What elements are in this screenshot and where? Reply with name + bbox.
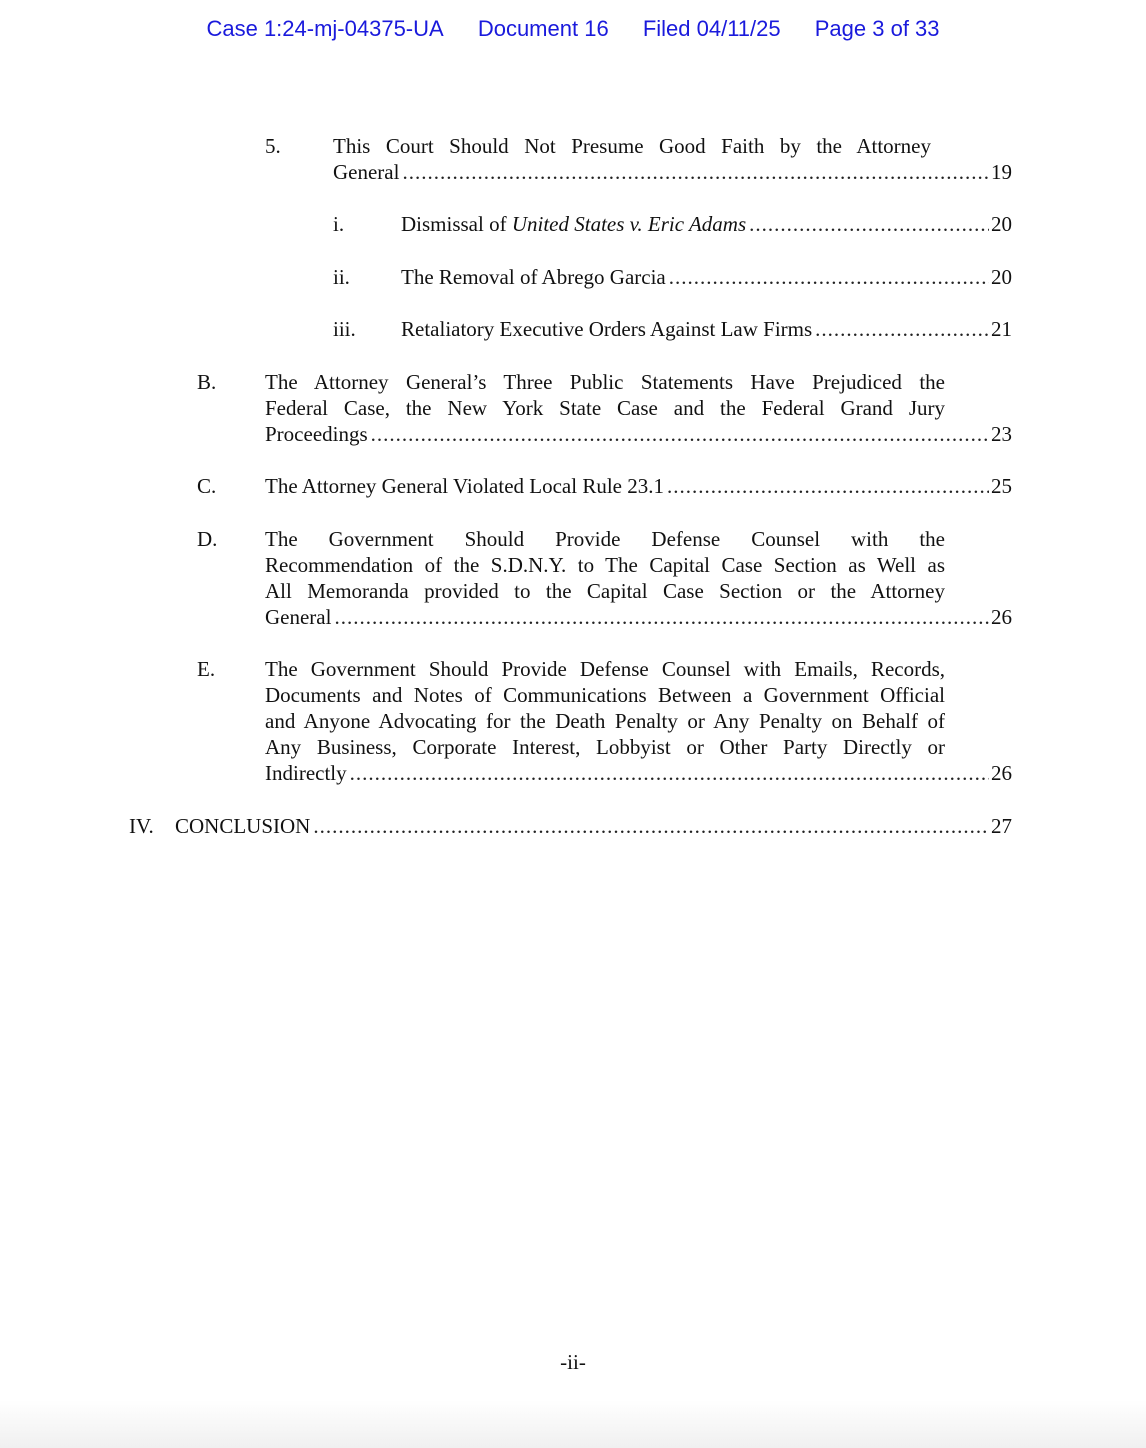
toc-entry-leader (265, 604, 1012, 630)
toc-entry-leader (265, 421, 1012, 447)
dot-leader (815, 316, 989, 342)
toc-entry-leader (401, 264, 1012, 290)
toc-entry-text: Documents and Notes of Communications Between a Government Official (265, 683, 945, 707)
toc-entry-text: The Attorney General’s Three Public Statements Have Prejudiced the (265, 370, 945, 394)
toc-entry-leader (175, 813, 1012, 839)
dot-leader (669, 264, 989, 290)
toc-entry-leader (265, 473, 1012, 499)
toc-entry-number: IV. (129, 814, 154, 838)
toc-entry-leader (265, 760, 1012, 786)
toc-entry-text: Retaliatory Executive Orders Against Law Firms (401, 317, 813, 341)
toc-page-number: 20 (991, 212, 1012, 236)
dot-leader (334, 604, 989, 630)
court-filing-header (0, 16, 1146, 42)
toc-entry-leader (401, 316, 1012, 342)
toc-page-number: 23 (991, 422, 1012, 446)
toc-entry-number: ii. (333, 265, 350, 289)
toc-entry-text: and Anyone Advocating for the Death Penalty or Any Penalty on Behalf of (265, 709, 945, 733)
toc-entry-text: The Government Should Provide Defense Counsel with Emails, Records, (265, 657, 945, 681)
toc-entry-number: C. (197, 474, 217, 498)
dot-leader (350, 760, 989, 786)
toc-page-number: 25 (991, 474, 1012, 498)
filed-date: Filed 04/11/25 (642, 16, 781, 41)
toc-entry-number: E. (197, 657, 216, 681)
toc-entry-text: Federal Case, the New York State Case and the Federal Grand Jury (265, 396, 945, 420)
toc-page-number: 26 (991, 761, 1012, 785)
dot-leader (371, 421, 989, 447)
toc-entry-number: iii. (333, 317, 356, 341)
toc-entry-text: The Removal of Abrego Garcia (401, 265, 666, 289)
toc-page-number: 20 (991, 265, 1012, 289)
dot-leader (667, 473, 989, 499)
toc-entry-text (401, 211, 746, 237)
toc-entry-text: All Memoranda provided to the Capital Case Section or the Attorney (265, 579, 945, 603)
toc-entry-text: This Court Should Not Presume Good Faith by the Attorney (333, 134, 931, 158)
page-footer-number: -ii- (560, 1350, 586, 1374)
toc-entry-number: D. (197, 527, 218, 551)
case-number: Case 1:24-mj-04375-UA (206, 16, 444, 41)
toc-entry-leader (401, 211, 1012, 237)
toc-entry-number: 5. (265, 134, 281, 158)
toc-page-number: 26 (991, 605, 1012, 629)
toc-entry-text: Proceedings (265, 422, 368, 446)
toc-entry-text-prefix: Dismissal of (401, 212, 512, 236)
toc-entry-number: i. (333, 212, 345, 236)
toc-entry-text: Indirectly (265, 761, 347, 785)
toc-entry-text: The Attorney General Violated Local Rule 23.1 (265, 474, 664, 498)
toc-entry-text: The Government Should Provide Defense Counsel with the (265, 527, 945, 551)
toc-entry-text: General (333, 160, 400, 184)
toc-entry-leader (333, 159, 1012, 185)
toc-page-number: 21 (991, 317, 1012, 341)
dot-leader (749, 211, 989, 237)
page-count: Page 3 of 33 (814, 16, 940, 41)
case-name-italic: United States v. Eric Adams (511, 212, 747, 236)
toc-page-number: 27 (991, 814, 1012, 838)
toc-entry-number: B. (197, 370, 217, 394)
toc-entry-text: General (265, 605, 332, 629)
toc-entry-text: CONCLUSION (175, 814, 311, 838)
dot-leader (402, 159, 989, 185)
toc-entry-text: Recommendation of the S.D.N.Y. to The Capital Case Section as Well as (265, 553, 945, 577)
dot-leader (313, 813, 989, 839)
toc-page-number: 19 (991, 160, 1012, 184)
toc-entry-text: Any Business, Corporate Interest, Lobbyist or Other Party Directly or (265, 735, 945, 759)
document-number: Document 16 (477, 16, 609, 41)
